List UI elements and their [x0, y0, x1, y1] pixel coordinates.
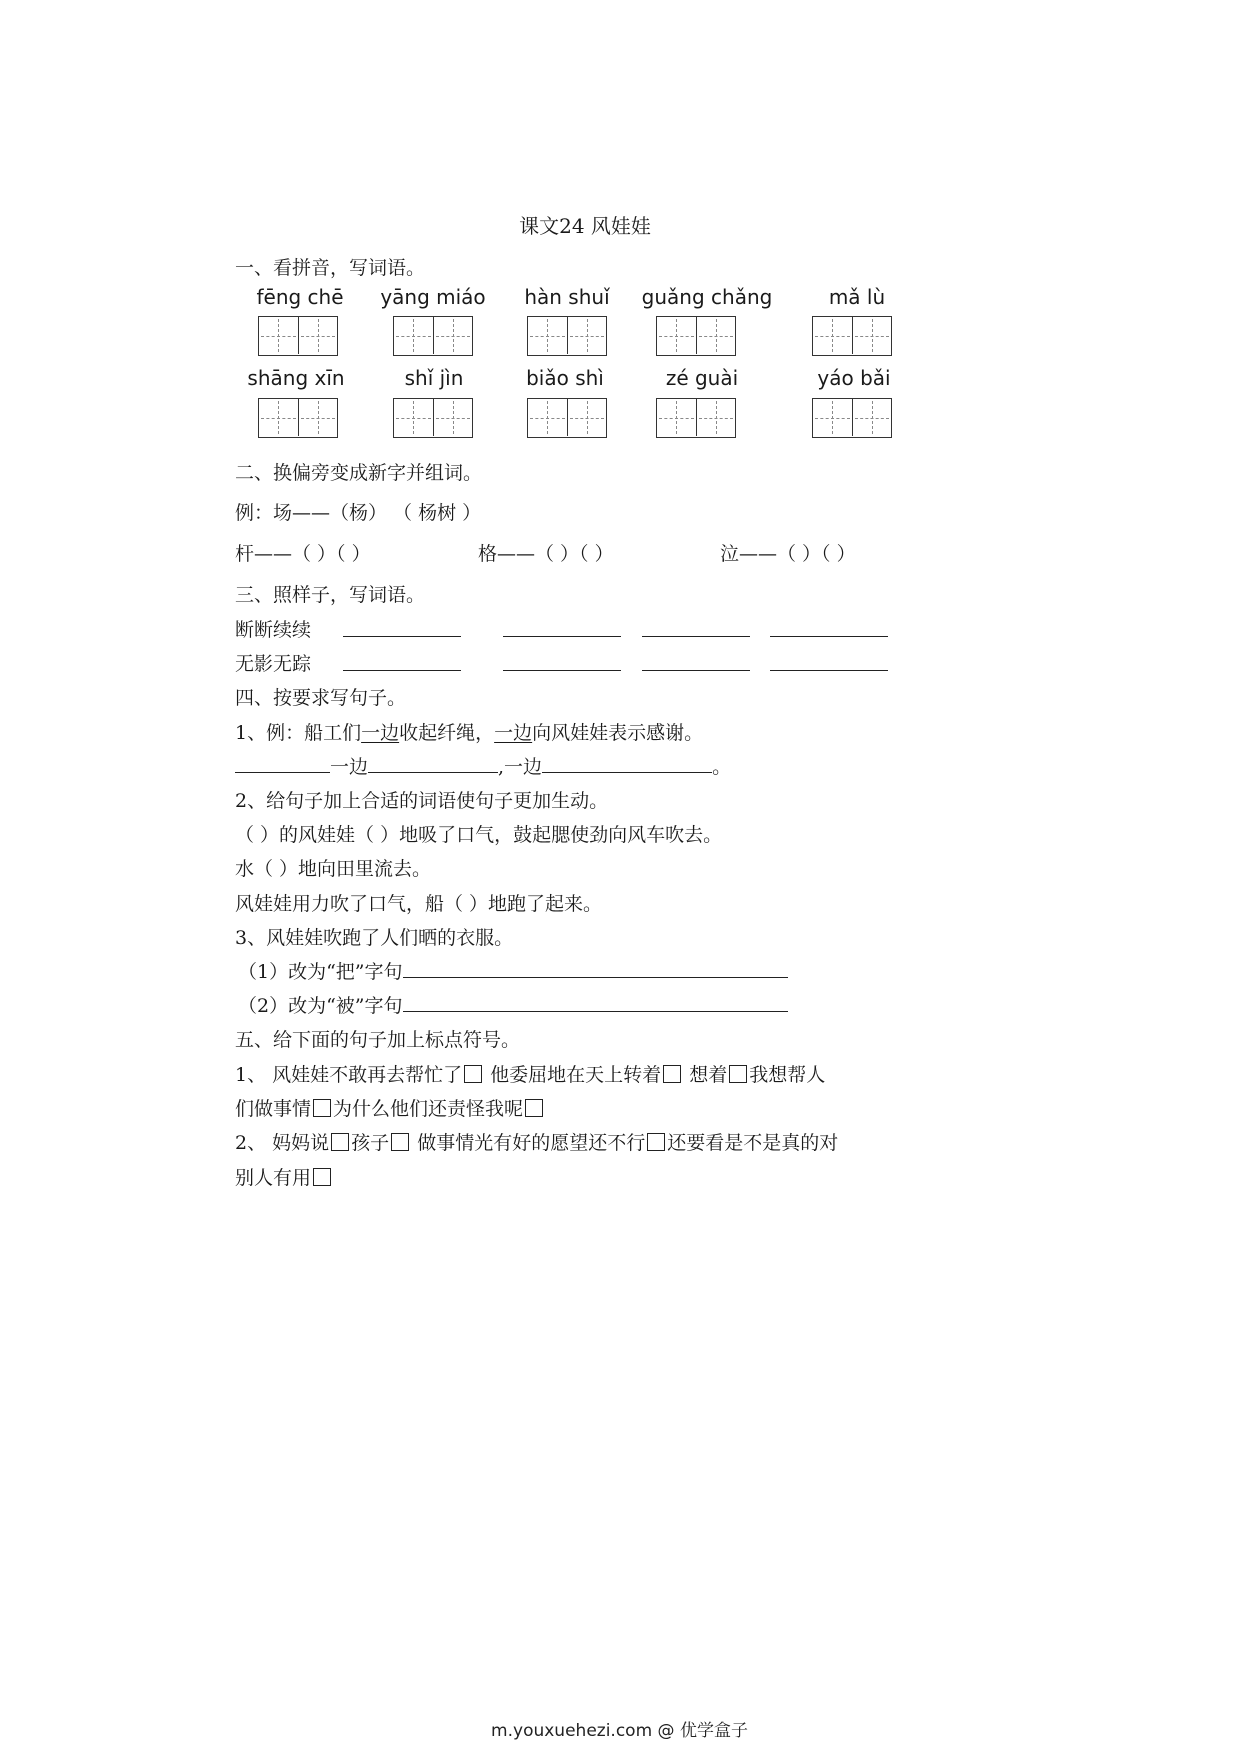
pinyin-label: yāng miáo — [380, 285, 486, 309]
question-1-fill: 一边 ,一边 。 — [235, 752, 731, 779]
question-3-a: （1）改为“把”字句 — [238, 957, 788, 984]
question-1: 1、例：船工们一边收起纤绳，一边向风娃娃表示感谢。 — [235, 722, 704, 744]
punctuation-box[interactable] — [525, 1099, 543, 1117]
section-1-heading: 一、看拼音，写词语。 — [235, 257, 426, 279]
writing-grid[interactable] — [258, 316, 338, 356]
writing-grid[interactable] — [656, 398, 736, 438]
punctuation-2: 2、 妈妈说 孩子 做事情光有好的愿望还不行 还要看是不是真的对 — [235, 1132, 839, 1154]
answer-blank[interactable] — [642, 652, 750, 671]
pinyin-label: hàn shuǐ — [524, 285, 610, 309]
pinyin-label: yáo bǎi — [817, 366, 891, 390]
punctuation-box[interactable] — [313, 1099, 331, 1117]
radical-item[interactable]: 泣——（ ）（ ） — [720, 543, 856, 565]
writing-grid[interactable] — [393, 398, 473, 438]
writing-grid[interactable] — [527, 398, 607, 438]
writing-grid[interactable] — [258, 398, 338, 438]
punctuation-box[interactable] — [647, 1133, 665, 1151]
section-2-heading: 二、换偏旁变成新字并组词。 — [235, 462, 483, 484]
pinyin-label: shāng xīn — [247, 366, 345, 390]
answer-blank[interactable] — [642, 618, 750, 637]
writing-grid[interactable] — [656, 316, 736, 356]
question-2-item[interactable]: （ ）的风娃娃（ ）地吸了口气，鼓起腮使劲向风车吹去。 — [235, 824, 723, 846]
page-title: 课文24 风娃娃 — [519, 214, 651, 238]
answer-blank[interactable] — [368, 754, 498, 773]
section-5-heading: 五、给下面的句子加上标点符号。 — [235, 1029, 521, 1051]
section-3-heading: 三、照样子，写词语。 — [235, 584, 426, 606]
punctuation-1-cont: 们做事情 为什么他们还责怪我呢 — [235, 1094, 545, 1121]
pinyin-label: guǎng chǎng — [641, 285, 773, 309]
punctuation-box[interactable] — [391, 1133, 409, 1151]
punctuation-box[interactable] — [464, 1065, 482, 1083]
answer-blank[interactable] — [343, 618, 461, 637]
pattern-example: 无影无踪 — [235, 653, 312, 675]
answer-blank[interactable] — [343, 652, 461, 671]
section-4-heading: 四、按要求写句子。 — [235, 687, 407, 709]
punctuation-2-cont: 别人有用 — [235, 1163, 333, 1190]
answer-blank[interactable] — [542, 754, 712, 773]
writing-grid[interactable] — [393, 316, 473, 356]
punctuation-1: 1、 风娃娃不敢再去帮忙了 他委屈地在天上转着 想着 我想帮人 — [235, 1064, 826, 1086]
punctuation-box[interactable] — [313, 1168, 331, 1186]
answer-blank[interactable] — [770, 618, 888, 637]
radical-item[interactable]: 格——（ ）（ ） — [478, 543, 614, 565]
answer-blank[interactable] — [770, 652, 888, 671]
pinyin-label: shǐ jìn — [404, 366, 464, 390]
punctuation-box[interactable] — [729, 1065, 747, 1083]
question-3-b: （2）改为“被”字句 — [238, 991, 788, 1018]
answer-blank[interactable] — [403, 993, 788, 1012]
pinyin-label: mǎ lù — [828, 285, 886, 309]
pinyin-label: fēng chē — [256, 285, 344, 309]
writing-grid[interactable] — [812, 398, 892, 438]
question-2-item[interactable]: 风娃娃用力吹了口气，船（ ）地跑了起来。 — [235, 893, 603, 915]
pattern-example: 断断续续 — [235, 619, 312, 641]
punctuation-box[interactable] — [663, 1065, 681, 1083]
answer-blank[interactable] — [235, 754, 330, 773]
pinyin-label: zé guài — [665, 366, 739, 390]
example-line: 例：场——（杨） （ 杨树 ） — [235, 502, 482, 524]
radical-item[interactable]: 杆——（ ）（ ） — [235, 543, 371, 565]
writing-grid[interactable] — [527, 316, 607, 356]
writing-grid[interactable] — [812, 316, 892, 356]
footer-watermark: m.youxuehezi.com @ 优学盒子 — [491, 1721, 748, 1741]
question-3: 3、风娃娃吹跑了人们晒的衣服。 — [235, 927, 514, 949]
answer-blank[interactable] — [503, 618, 621, 637]
pinyin-label: biǎo shì — [526, 366, 604, 390]
question-2-item[interactable]: 水（ ）地向田里流去。 — [235, 858, 432, 880]
punctuation-box[interactable] — [331, 1133, 349, 1151]
question-2: 2、给句子加上合适的词语使句子更加生动。 — [235, 790, 609, 812]
answer-blank[interactable] — [403, 959, 788, 978]
answer-blank[interactable] — [503, 652, 621, 671]
